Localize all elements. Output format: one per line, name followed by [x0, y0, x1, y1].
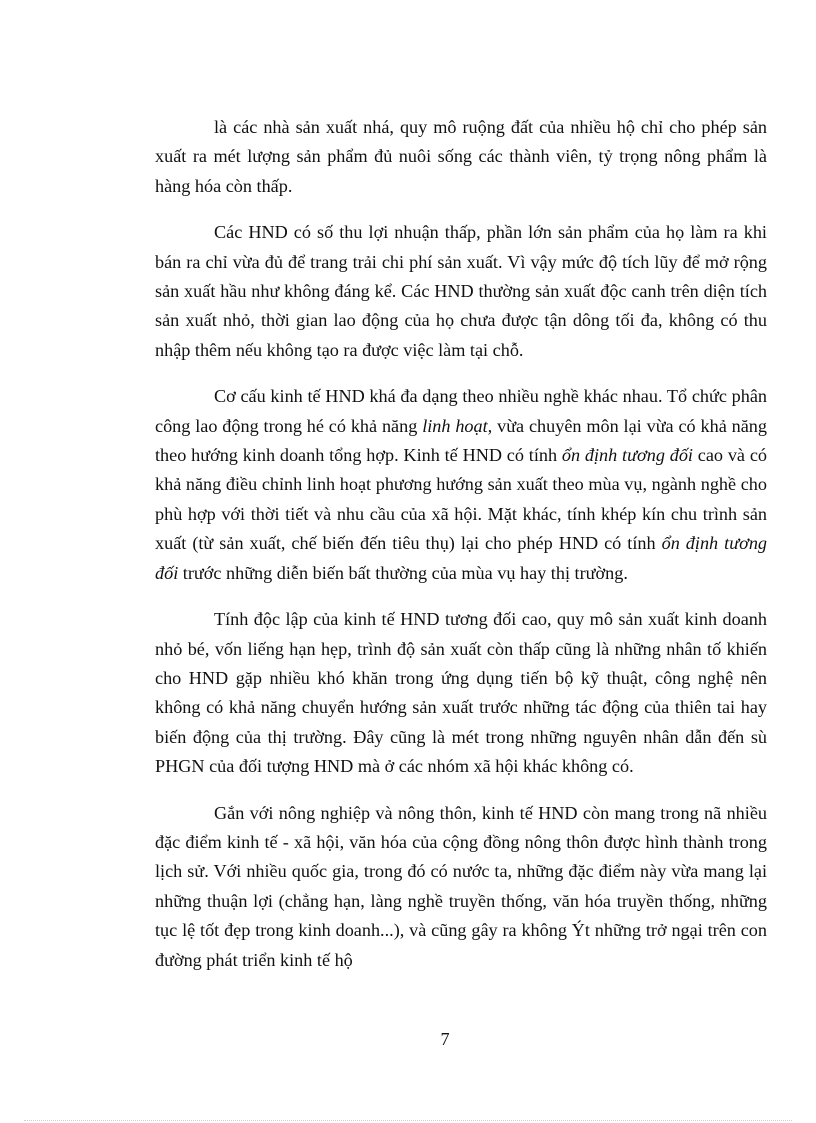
text-run: vừa chuyên môn lại vừa có khả năng theo hướng kinh doanh tổng hợp. Kinh tế HND có tính	[155, 415, 767, 466]
text-run: cao và có khả năng điều chỉnh linh hoạt phương hướng sản xuất theo mùa vụ, ngành nghề cho phù hợp với thời tiết và nhu cầu của xã hội. Mặt khác, tính khép kín chu trình sản xuất (từ sản xuất, chế biến đến tiêu thụ) lại cho phép HND có tính	[155, 445, 767, 554]
text-run: Tính độc lập của kinh tế HND tương đối cao, quy mô sản xuất kinh doanh nhỏ bé, vốn liếng hạn hẹp, trình độ sản xuất còn thấp cũng là những nhân tố khiến cho HND gặp nhiều khó khăn trong ứng dụng tiến bộ kỹ thuật, công nghệ nên không có khả năng chuyển hướng sản xuất trước những tác động của thiên tai hay biến động của thị trường. Đây cũng là mét trong những nguyên nhân dẫn đến sù PHGN của đối tượng HND mà ở các nhóm xã hội khác không có.	[155, 609, 767, 777]
page-bottom-divider	[24, 1120, 792, 1121]
paragraph	[155, 799, 767, 975]
page-number: 7	[440, 1029, 450, 1049]
italic-text-run: linh hoạt,	[422, 415, 493, 436]
paragraph	[155, 218, 767, 365]
italic-text-run: ổn định tương đối	[155, 533, 768, 583]
text-run: Gắn với nông nghiệp và nông thôn, kinh tế HND còn mang trong nã nhiều đặc điểm kinh tế - xã hội, văn hóa của cộng đồng nông thôn được hình thành trong lịch sử. Với nhiều quốc gia, trong đó có nước ta, những đặc điểm này vừa mang lại những thuận lợi (chẳng hạn, làng nghề truyền thống, văn hóa truyền thống, những tục lệ tốt đẹp trong kinh doanh...), và cũng gây ra không Ýt những trở ngại trên con đường phát triển kinh tế hộ	[155, 802, 767, 970]
paragraph	[155, 113, 767, 201]
paragraph	[155, 605, 767, 781]
text-run: Cơ cấu kinh tế HND khá đa dạng theo nhiều nghề khác nhau. Tổ chức phân công lao động trong hé có khả năng	[155, 386, 767, 436]
text-run: trước những diễn biến bất thường của mùa vụ hay thị trường.	[178, 562, 628, 583]
body-text	[155, 113, 767, 975]
italic-text-run: ổn định tương đối	[561, 445, 693, 466]
text-run: Các HND có số thu lợi nhuận thấp, phần lớn sản phẩm của họ làm ra khi bán ra chỉ vừa đủ để trang trải chi phí sản xuất. Vì vậy mức độ tích lũy để mở rộng sản xuất hầu như không đáng kể. Các HND thường sản xuất độc canh trên diện tích sản xuất nhỏ, thời gian lao động của họ chưa được tận dông tối đa, không có thu nhập thêm nếu không tạo ra được việc làm tại chỗ.	[155, 222, 767, 360]
paragraph	[155, 382, 767, 588]
text-run: là các nhà sản xuất nhá, quy mô ruộng đất của nhiều hộ chỉ cho phép sản xuất ra mét lượng sản phẩm đủ nuôi sống các thành viên, tỷ trọng nông phẩm là hàng hóa còn thấp.	[155, 117, 767, 196]
